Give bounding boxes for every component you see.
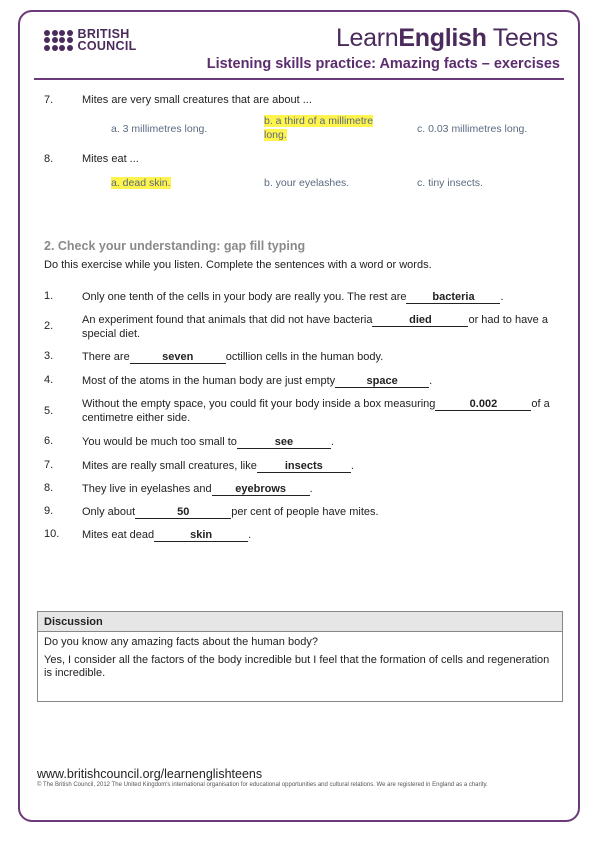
brand-line-1: BRITISH bbox=[77, 27, 130, 41]
mc-q8-option-a[interactable] bbox=[111, 176, 171, 190]
mc-q8-option-b[interactable]: b. your eyelashes. bbox=[264, 177, 350, 189]
section-2-title: 2. Check your understanding: gap fill typing bbox=[44, 239, 306, 253]
gap-9-answer-field[interactable]: 50 bbox=[135, 506, 231, 519]
mc-q7-option-b[interactable] bbox=[264, 114, 384, 142]
gap-item-10-number: 10. bbox=[44, 528, 60, 540]
discussion-box bbox=[37, 611, 563, 702]
gap-item-5: Without the empty space, you could fit your body inside a box measuring 0.002 of a centimetre either side. bbox=[82, 398, 550, 424]
header-divider bbox=[34, 78, 564, 80]
gap-item-6: You would be much too small to see . bbox=[82, 436, 334, 448]
gap-item-9-number: 9. bbox=[44, 505, 54, 517]
gap-item-9: Only about 50 per cent of people have mites. bbox=[82, 506, 379, 518]
gap-item-4-number: 4. bbox=[44, 374, 54, 386]
gap-item-2: An experiment found that animals that did not have bacteria died or had to have a special diet. bbox=[82, 314, 548, 340]
british-council-logo bbox=[44, 28, 137, 52]
footer-url[interactable]: www.britishcouncil.org/learnenglishteens bbox=[37, 767, 263, 781]
gap-4-answer-field[interactable]: space bbox=[335, 375, 429, 388]
gap-item-3-number: 3. bbox=[44, 350, 54, 362]
mc-q8-option-c[interactable]: c. tiny insects. bbox=[417, 177, 483, 189]
footer-copyright: © The British Council, 2012 The United Kingdom's international organisation for educational opportunities and cultural relations. We are registered in England as a charity. bbox=[37, 782, 488, 788]
gap-5-answer-field[interactable]: 0.002 bbox=[435, 398, 531, 411]
gap-item-7-number: 7. bbox=[44, 459, 54, 471]
mc-q7-option-a[interactable]: a. 3 millimetres long. bbox=[111, 123, 208, 135]
mc-q7-option-b-highlight: b. a third of a millimetre long. bbox=[264, 115, 374, 141]
gap-item-1-number: 1. bbox=[44, 290, 54, 302]
gap-item-7: Mites are really small creatures, like insects . bbox=[82, 460, 354, 472]
section-2-instructions: Do this exercise while you listen. Complete the sentences with a word or words. bbox=[44, 259, 432, 271]
gap-item-8: They live in eyelashes and eyebrows . bbox=[82, 483, 313, 495]
gap-item-10: Mites eat dead skin . bbox=[82, 529, 252, 541]
page-title: Listening skills practice: Amazing facts – exercises bbox=[206, 56, 560, 72]
learnenglish-teens-logo: LearnEnglish Teens bbox=[335, 24, 558, 52]
mc-question-7-number: 7. bbox=[44, 94, 54, 106]
gap-item-5-number: 5. bbox=[44, 405, 54, 417]
mc-question-8-text: Mites eat ... bbox=[82, 153, 139, 165]
gap-1-answer-field[interactable]: bacteria bbox=[406, 291, 500, 304]
discussion-question: Do you know any amazing facts about the human body? bbox=[44, 636, 318, 648]
gap-item-4: Most of the atoms in the human body are just empty space . bbox=[82, 375, 433, 387]
gap-item-8-number: 8. bbox=[44, 482, 54, 494]
gap-10-answer-field[interactable]: skin bbox=[154, 529, 248, 542]
logo-dots-icon bbox=[44, 30, 73, 51]
gap-7-answer-field[interactable]: insects bbox=[257, 460, 351, 473]
gap-3-answer-field[interactable]: seven bbox=[130, 351, 226, 364]
mc-q7-option-c[interactable]: c. 0.03 millimetres long. bbox=[417, 123, 528, 135]
gap-item-3: There are seven octillion cells in the human body. bbox=[82, 351, 384, 363]
gap-item-6-number: 6. bbox=[44, 435, 54, 447]
discussion-heading: Discussion bbox=[38, 612, 562, 632]
gap-2-answer-field[interactable]: died bbox=[372, 314, 468, 327]
gap-item-1: Only one tenth of the cells in your body are really you. The rest are bacteria . bbox=[82, 291, 504, 303]
brand-line-2: COUNCIL bbox=[77, 39, 137, 53]
gap-8-answer-field[interactable]: eyebrows bbox=[212, 483, 310, 496]
mc-question-7-text: Mites are very small creatures that are about ... bbox=[82, 94, 312, 106]
gap-6-answer-field[interactable]: see bbox=[237, 436, 331, 449]
mc-question-8-number: 8. bbox=[44, 153, 54, 165]
mc-q8-option-a-highlight: a. dead skin. bbox=[111, 177, 171, 189]
discussion-answer-field[interactable]: Yes, I consider all the factors of the body incredible but I feel that the formation of cells and regeneration is incredible. bbox=[44, 654, 550, 679]
gap-item-2-number: 2. bbox=[44, 320, 54, 332]
